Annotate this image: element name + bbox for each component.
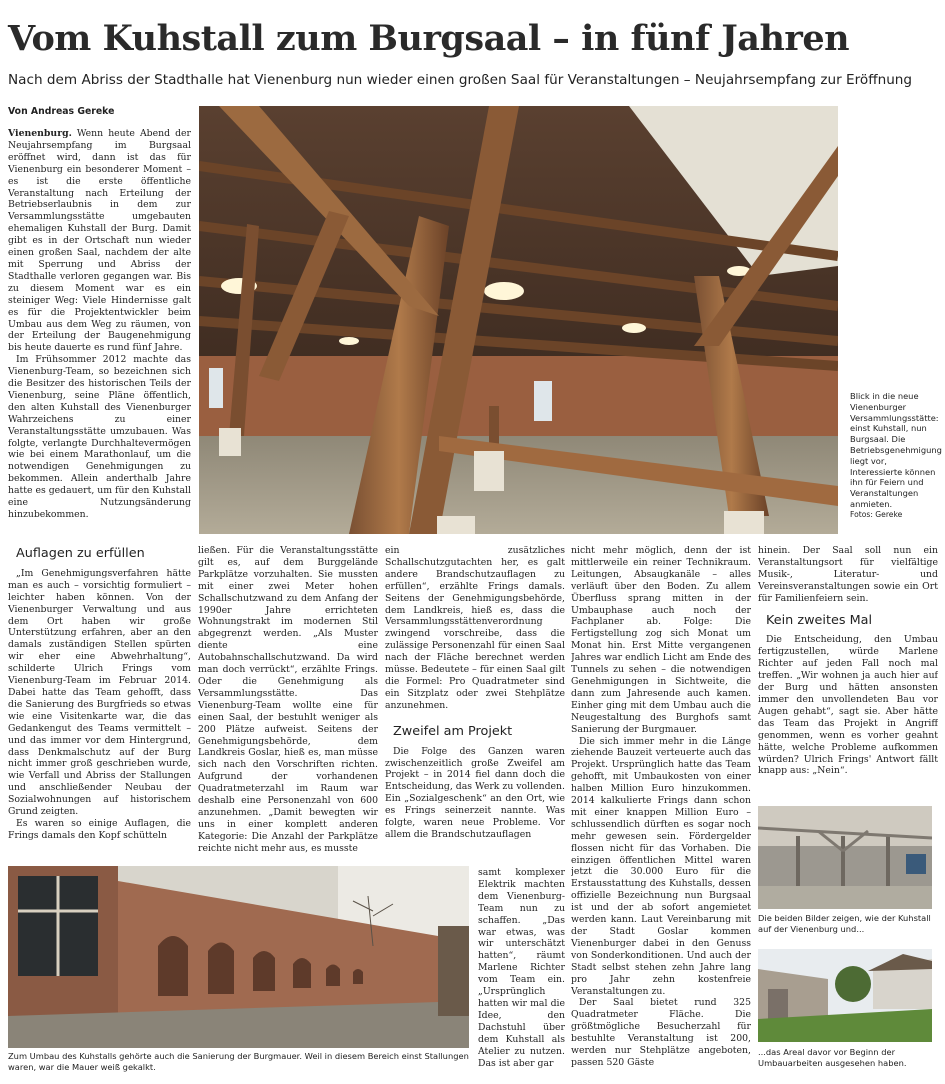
intro-paragraph-1-text: Wenn heute Abend der Neujahrsempfang im Burgsaal eröffnet wird, dann ist das für Vienenburg ein besonderer Moment – es ist die erste öffentliche Veranstaltung nach Erteilung der Betriebserlaubnis in dem zur Versammlungsstätte umgebauten ehemaligen Kuhstall der Burg. Damit gibt es in der Ortschaft nun wieder einen großen Saal, nachdem der alte mit Sperrung und Abriss der Stadthalle verloren gegangen war. Bis zu diesem Moment war es ein steiniger Weg: Viele Hindernisse galt es für die Projektentwickler beim Umbau aus dem Weg zu räumen, von der Erteilung der Baugenehmigung bis heute dauerte es rund fünf Jahre. xyxy=(8,128,191,354)
stall-photo-caption: Die beiden Bilder zeigen, wie der Kuhstall auf der Vienenburg und... xyxy=(758,913,931,934)
column-3-paragraph-3: samt komplexer Elektrik machten dem Vienenburg-Team nun zu schaffen. „Das war etwas, was wir unterschätzt hatten“, räumt Marlene Richter vom Team ein. „Ursprünglich hatten wir mal die Idee, den Dachstuhl über dem Kuhstall als Atelier zu nutzen. Das ist aber gar xyxy=(478,867,565,1069)
area-photo-caption: ...das Areal davor vor Beginn der Umbauarbeiten ausgesehen haben. xyxy=(758,1047,907,1068)
old-stall-photo xyxy=(758,806,932,909)
intro-paragraph-1 xyxy=(8,128,191,354)
intro-paragraph-2: Im Frühsommer 2012 machte das Vienenburg-Team, so bezeichnen sich die Besitzer des historischen Teils der Vienenburg, seine Pläne öffentlich, den alten Kuhstall des Vienenburger Wahrzeichens zu einer Veranstaltungsstätte umzubauen. Was folgte, verlangte Durchhaltevermögen wie bei einem Marathonlauf, um die notwendigen Genehmigungen zu bekommen. Allein anderthalb Jahre hatte es gedauert, um für den Kuhstall eine Nutzungsänderung hinzubekommen. xyxy=(8,354,191,520)
column-4-paragraph-1: nicht mehr möglich, denn der ist mittlerweile ein reiner Technikraum. Leitungen, Absaugkanäle – alles verläuft über den Boden. Zu allem Überfluss sprang mitten in der Umbauphase auch noch der Fachplaner ab. Folge: Die Fertigstellung zog sich Monat um Monat hin. Erst Mitte vergangenen Jahres war endlich Licht am Ende des Tunnels zu sehen – die notwendigen Genehmigungen in Sichtweite, die dann zum Jahresende auch kamen. Einher ging mit dem Umbau auch die Neugestaltung des Burghofs samt Sanierung der Burgmauer. xyxy=(571,545,751,735)
photo-credit: Fotos: Gereke xyxy=(850,509,903,519)
hall-interior-photo xyxy=(199,106,838,534)
column-4-paragraph-2: Die sich immer mehr in die Länge ziehende Bauzeit verteuerte auch das Projekt. Ursprünglich hatte das Team gehofft, mit Umbaukosten von einer halben Million Euro hinzukommen. 2014 kalkulierte Frings dann schon mit einer knappen Million Euro – schlussendlich dürften es sogar noch mehr gewesen sein. Fördergelder flossen nicht für das Vorhaben. Die einzigen öffentlichen Mittel waren jetzt die 30.000 Euro für die Erstausstattung des Kuhstalls, dessen offizielle Bezeichnung nun Burgsaal ist und der ab sofort angemietet werden kann. Laut Vereinbarung mit der Stadt Goslar kommen Vienenburger dabei in den Genuss von Sonderkonditionen. Und auch der Stadt selbst stehen zehn Jahre lang pro Jahr zehn kostenfreie Veranstaltungen zu. xyxy=(571,735,751,997)
column-3-paragraph-2: Die Folge des Ganzen waren zwischenzeitlich große Zweifel am Projekt – in 2014 fiel dann doch die Entscheidung, das Werk zu vollenden. Ein „Sozialgeschenk“ an den Ort, wie es Frings seinerzeit nannte. Was folgte, waren neue Probleme. Vor allem die Brandschutzauflagen xyxy=(385,745,565,840)
main-photo-caption xyxy=(850,391,940,521)
intro-column xyxy=(8,128,191,548)
column-3-bottom xyxy=(478,867,565,1077)
subhead-zweifel: Zweifel am Projekt xyxy=(393,723,513,739)
column-5-paragraph-2: Die Entscheidung, den Umbau fertigzustellen, würde Marlene Richter auf jeden Fall noch mal treffen. „Wir wohnen ja auch hier auf der Burg und hätten ansonsten immer den unvollendeten Bau vor Augen gehabt“, sagt sie. Aber hätte das Team das Projekt in Angriff genommen, wenn es vorher geahnt hätte, welche Probleme aufkommen würden? Ulrich Frings' Antwort fällt knapp aus: „Nein“. xyxy=(758,634,938,777)
column-5 xyxy=(758,545,938,795)
column-4-paragraph-3: Der Saal bietet rund 325 Quadratmeter Fläche. Die größtmögliche Besucherzahl für bestuhlte Veranstaltung ist 200, werden nur Stehplätze angeboten, passen 520 Gäste xyxy=(571,997,751,1068)
dateline: Vienenburg. xyxy=(8,128,72,139)
main-photo-caption-text: Blick in die neue Vienenburger Versammlungsstätte: einst Kuhstall, nun Burgsaal. Die Betriebsgenehmigung liegt vor, Interessierte können ihn für Feiern und Veranstaltungen anmieten. xyxy=(850,391,942,509)
old-area-photo xyxy=(758,949,932,1042)
column-3-paragraph-1: ein zusätzliches Schallschutzgutachten her, es galt andere Brandschutzauflagen zu erfüllen“, erzählte Frings damals. Seitens der Genehmigungsbehörde, dem Landkreis, hieß es, dass die Versammlungsstättenverordnung zwingend vorschreibe, dass die zulässige Personenzahl für einen Saal nach der Fläche berechnet werden müsse. Bedeutete – für einen Saal gilt die Formel: Pro Quadratmeter sind ein Sitzplatz oder zwei Stehplätze anzunehmen. xyxy=(385,545,565,711)
subhead-auflagen: Auflagen zu erfüllen xyxy=(16,546,145,561)
subheadline: Nach dem Abriss der Stadthalle hat Vienenburg nun wieder einen großen Saal für Veranstaltungen – Neujahrsempfang zur Eröffnung xyxy=(8,72,913,88)
byline: Von Andreas Gereke xyxy=(8,106,115,117)
column-3-top xyxy=(385,545,565,865)
column-1-paragraph-2: Es waren so einige Auflagen, die Frings damals den Kopf schütteln xyxy=(8,817,191,841)
column-4 xyxy=(571,545,751,1075)
column-1 xyxy=(8,542,191,864)
headline: Vom Kuhstall zum Burgsaal – in fünf Jahren xyxy=(8,18,850,59)
column-2 xyxy=(198,545,378,863)
column-1-paragraph-1: „Im Genehmigungsverfahren hätte man es auch – vorsichtig formuliert – leichter haben können. Von der Vienenburger Verwaltung und aus dem Ort haben wir große Unterstützung erfahren, aber an den damals zuständigen Stellen spürten wir eher eine Abwehrhaltung“, schilderte Ulrich Frings vom Vienenburg-Team im Februar 2014. Dabei hatte das Team gehofft, dass die Sanierung des Burgfrieds so etwas wie eine Visitenkarte war, die das Gedankengut des Teams vermittelt – und das immer vor dem Hintergrund, dass Denkmalschutz auf der Burg nicht immer groß geschrieben wurde, wie Verfall und Abriss der Stallungen und anschließender Neubau der Sozialwohnungen auf historischem Grund zeigten. xyxy=(8,567,191,818)
column-5-paragraph-1: hinein. Der Saal soll nun ein Veranstaltungsort für vielfältige Musik-, Literatur- und Vereinsveranstaltungen sowie ein Ort für Familienfeiern sein. xyxy=(758,545,938,604)
subhead-kein-zweites-mal: Kein zweites Mal xyxy=(766,612,873,628)
wall-photo-caption: Zum Umbau des Kuhstalls gehörte auch die Sanierung der Burgmauer. Weil in diesem Bereich einst Stallungen waren, war die Mauer weiß gekalkt. xyxy=(8,1051,469,1072)
column-2-paragraph: ließen. Für die Veranstaltungsstätte gilt es, auf dem Burggelände Parkplätze vorzuhalten. Sie mussten mit einer zwei Meter hohen Schallschutzwand zu dem Anfang der 1990er Jahre errichteten Wohnungstrakt im modernen Stil abgegrenzt werden. „Als Muster diente eine Autobahnschallschutzwand. Da wird man doch verrückt“, erzählte Frings. Oder die Genehmigung als Versammlungsstätte. Das Vienenburg-Team wollte eine für einen Saal, der bestuhlt weniger als 200 Plätze aufweist. Seitens der Genehmigungsbehörde, dem Landkreis Goslar, hieß es, man müsse sich nach den Vorschriften richten. Aufgrund der vorhandenen Quadratmeterzahl im Raum war deshalb eine Personenzahl von 600 anzunehmen. „Damit bewegten wir uns in einer komplett anderen Kategorie: Die Anzahl der Parkplätze reichte nicht mehr aus, es musste xyxy=(198,545,378,854)
castle-wall-photo xyxy=(8,866,469,1048)
